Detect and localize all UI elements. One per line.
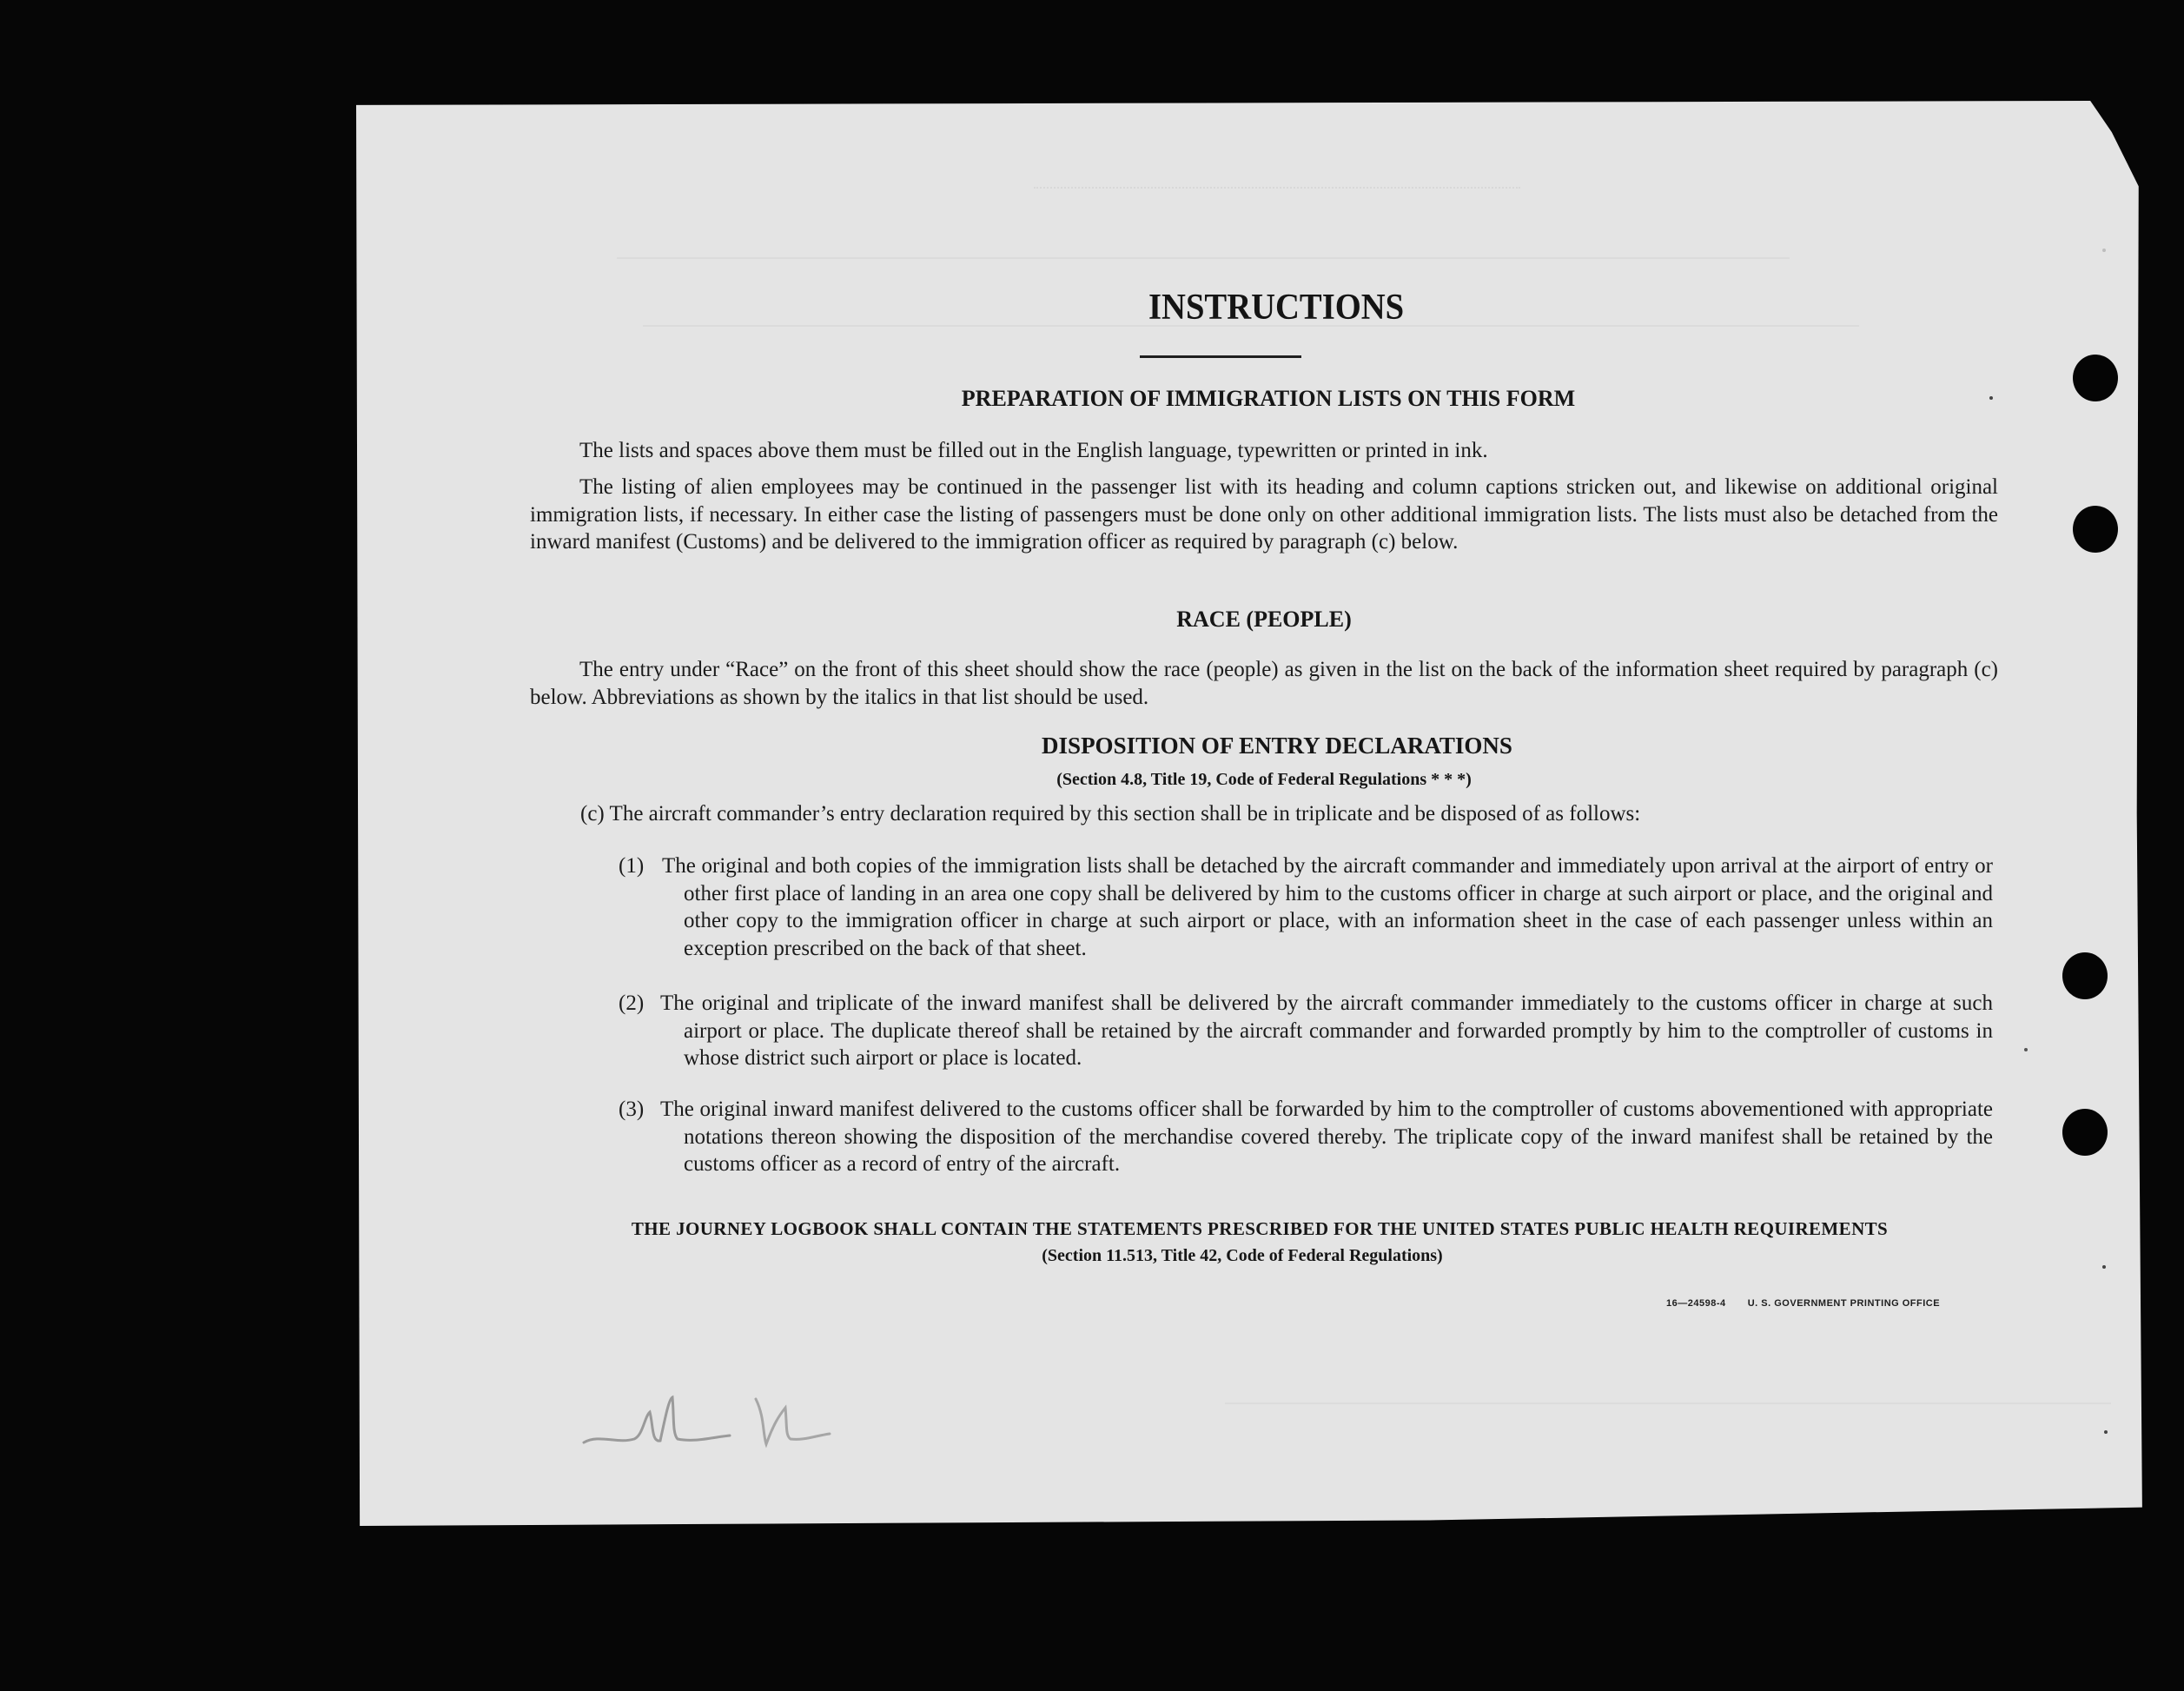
bleed-through-line <box>617 257 1790 259</box>
race-paragraph: The entry under “Race” on the front of this sheet should show the race (people) as given in the list on the back of the information sheet required by paragraph (c) below. Abbreviations as shown by the italics in that list should be used. <box>530 658 1998 709</box>
paper-speck <box>2102 249 2106 252</box>
punch-hole <box>2073 355 2118 401</box>
disposition-heading: DISPOSITION OF ENTRY DECLARATIONS <box>1042 733 1512 759</box>
item-text: The original and triplicate of the inward manifest shall be delivered by the aircraft commander immediately to the customs officer in charge at such airport or place. The duplicate thereof shall be retained by the aircraft commander and forwarded promptly by him to the comptroller of customs in whose district such airport or place is located. <box>660 991 1993 1070</box>
paper-speck <box>1989 396 1993 400</box>
race-heading: RACE (PEOPLE) <box>1176 607 1352 632</box>
bleed-through-text <box>1034 181 1520 202</box>
document-title: INSTRUCTIONS <box>1148 288 1405 328</box>
item-number: (3) <box>619 1097 645 1121</box>
disposition-item-1 <box>619 852 1993 962</box>
punch-hole <box>2062 1109 2108 1156</box>
public-health-citation: (Section 11.513, Title 42, Code of Federal Regulations) <box>1042 1246 1443 1265</box>
form-print-number: 16—24598-4 <box>1666 1298 1726 1309</box>
title-underline <box>1140 355 1301 358</box>
item-text: The original and both copies of the immigration lists shall be detached by the aircraft commander and immediately upon arrival at the airport of entry or other first place of landing in an area one copy shall be delivered by him to the customs officer in charge at such airport or place, and the original and other copy to the immigration officer in charge at such airport or place, with an information sheet in the case of each passenger unless within an exception prescribed on the back of that sheet. <box>662 854 1993 960</box>
disposition-item-3 <box>619 1096 1993 1178</box>
handwritten-mark <box>582 1382 843 1460</box>
bleed-through-line <box>1225 1403 2111 1404</box>
item-text: The original inward manifest delivered to the customs officer shall be forwarded by him to the comptroller of customs abovementioned with appropriate notations thereon showing the disposition of the merchandise covered thereby. The triplicate copy of the inward manifest shall be retained by the customs officer as a record of entry of the aircraft. <box>660 1097 1993 1176</box>
paper-speck <box>2102 1265 2106 1269</box>
item-number: (1) <box>619 854 645 878</box>
paper-speck <box>2024 1048 2028 1051</box>
printer-name: U. S. GOVERNMENT PRINTING OFFICE <box>1747 1298 1941 1309</box>
punch-hole <box>2062 952 2108 999</box>
paper-speck <box>2104 1430 2108 1434</box>
preparation-heading: PREPARATION OF IMMIGRATION LISTS ON THIS FORM <box>961 386 1576 411</box>
public-health-statement: THE JOURNEY LOGBOOK SHALL CONTAIN THE STATEMENTS PRESCRIBED FOR THE UNITED STATES PUBLIC HEALTH REQUIREMENTS <box>631 1218 1889 1239</box>
punch-hole <box>2073 506 2118 553</box>
printing-office-code <box>1666 1298 1940 1309</box>
preparation-paragraph-2: The listing of alien employees may be continued in the passenger list with its heading and column captions stricken out, and likewise on additional original immigration lists, if necessary. In either case the listing of passengers must be done only on other additional immigration lists. The lists must also be detached from the inward manifest (Customs) and be delivered to the immigration officer as required by paragraph (c) below. <box>530 475 1998 554</box>
item-number: (2) <box>619 991 645 1015</box>
preparation-paragraph-1: The lists and spaces above them must be filled out in the English language, typewritten or printed in ink. <box>579 439 1488 462</box>
disposition-intro: (c) The aircraft commander’s entry declaration required by this section shall be in triplicate and be disposed of as follows: <box>580 802 1641 826</box>
disposition-item-2 <box>619 990 1993 1072</box>
disposition-citation: (Section 4.8, Title 19, Code of Federal Regulations * * *) <box>1056 770 1472 789</box>
